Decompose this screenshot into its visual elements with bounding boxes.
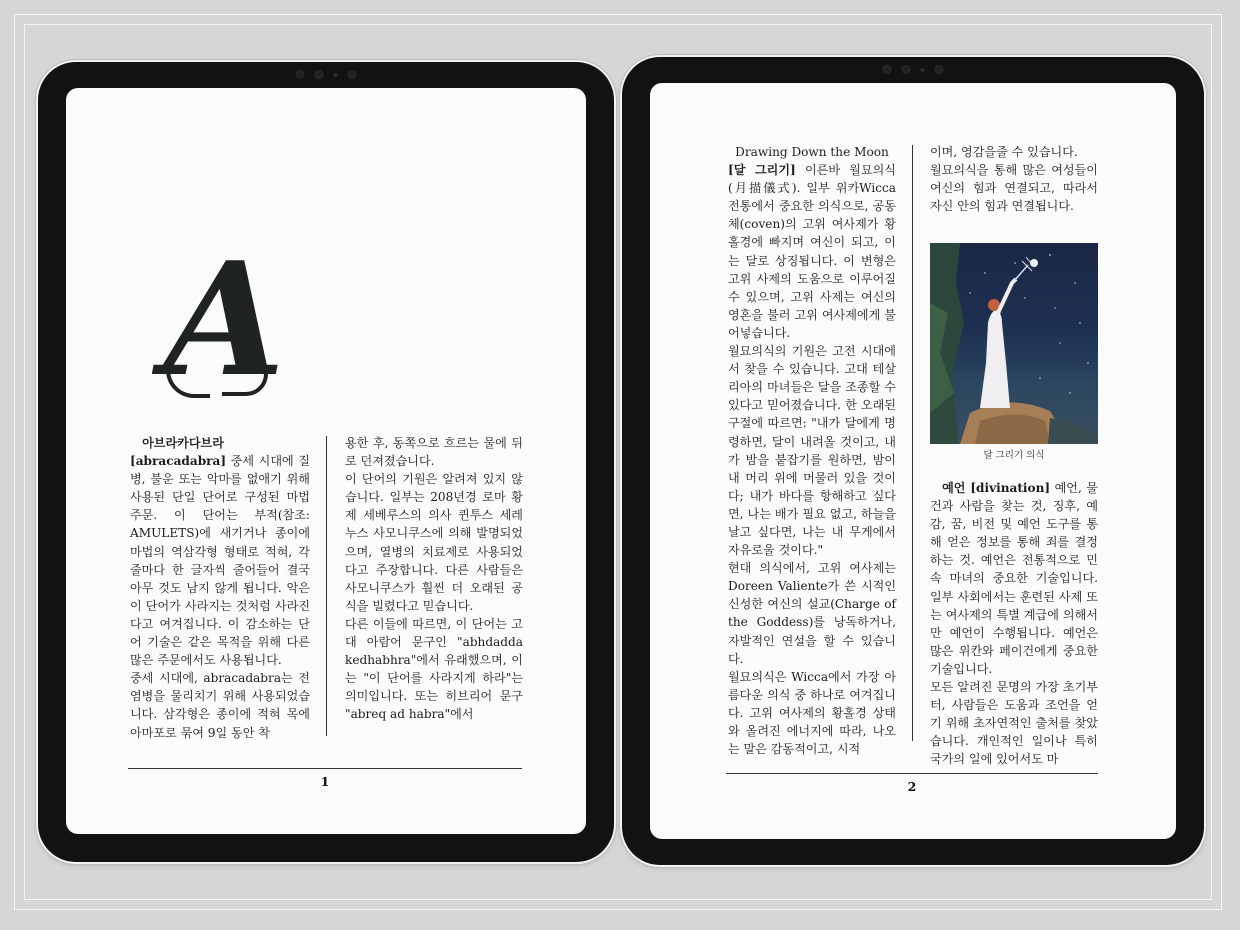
- image-caption: 달 그리기 의식: [983, 450, 1045, 461]
- column-divider: [912, 145, 913, 741]
- entry-text: 중세 시대에 질병, 불운 또는 악마를 없애기 위해 사용된 단일 단어로 구성된 마법 주문. 이 단어는 부적(참조: AMULETS)에 새기거나 종이에 마법의 역삼각형 형태로 적혀, 각 줄마다 한 글자씩 줄어들어 결국 아무 것도 남지 않게 됩니다. 악은 이 단어가 사라지는 것처럼 사라진다고 여겨집니다. 이 감소하는 단어 기술은 같은 목적을 위해 다른 많은 주문에서도 사용됩니다.: [130, 454, 310, 668]
- page-number: 1: [320, 774, 330, 789]
- entry-paragraph: [130, 434, 310, 669]
- paragraph: 이며, 영감을줄 수 있습니다.: [930, 145, 1078, 159]
- paragraph: 월묘의식은 Wicca에서 가장 아름다운 의식 중 하나로 여겨집니다. 고위 여사제의 황홀경 상태와 올려진 에너지에 따라, 나오는 말은 감동적이고, 시적: [728, 669, 896, 757]
- page-1-right-column: [345, 434, 523, 724]
- entry-title: Drawing Down the Moon: [735, 145, 889, 159]
- paragraph: 모든 알려진 문명의 가장 초기부터, 사람들은 도움과 조언을 얻기 위해 초자연적인 출처를 찾았습니다. 개인적인 일이나 특히 국가의 일에 있어서도 마: [930, 680, 1098, 767]
- sensor-icon: [315, 70, 324, 79]
- paragraph: 이 단어의 기원은 알려져 있지 않습니다. 일부는 208년경 로마 황제 세베루스의 의사 퀸투스 세레누스 사모니쿠스에 의해 발명되었으며, 열병의 치료제로 사용되었다고 주장합니다. 다른 사람들은 사모니쿠스가 훨씬 더 오래된 공식을 빌렸다고 믿습니다.: [345, 472, 523, 613]
- entry-term: 아브라카다브라 [abracadabra]: [130, 436, 227, 469]
- footer-rule: [128, 768, 522, 769]
- sensor-small-icon: [334, 73, 338, 77]
- camera-icon: [296, 70, 305, 79]
- entry-paragraph: [930, 479, 1098, 678]
- page-number: 2: [907, 779, 917, 794]
- paragraph: 용한 후, 동쪽으로 흐르는 물에 뒤로 던져졌습니다.: [345, 436, 523, 469]
- column-divider: [326, 436, 327, 736]
- camera-bar: [296, 70, 357, 79]
- tablet-left: [38, 62, 614, 862]
- entry-term: [달 그리기]: [728, 163, 796, 178]
- paragraph: 다른 이들에 따르면, 이 단어는 고대 아람어 문구인 "abhdadda kedhabhra"에서 유래했으며, 이는 "이 단어를 사라지게 하라"는 의미입니다. 또는 히브리어 문구 "abreq ad habra"에서: [345, 616, 523, 722]
- paragraph: 월묘의식의 기원은 고전 시대에서 찾을 수 있습니다. 고대 테살리아의 마녀들은 달을 조종할 수 있다고 믿어졌습니다. 한 오래된 구절에 따르면: "내가 달에게 명령하면, 달이 내려올 것이고, 내가 밤을 붙잡기를 원하면, 밤이 내 머리 위에 머물러 있을 것이다; 내가 바다를 항해하고 싶다면, 나는 배가 필요 없고, 하늘을 날고 싶다면, 나는 내 무게에서 자유로울 것이다.": [728, 344, 896, 558]
- footer-rule: [726, 773, 1098, 774]
- drop-cap-text: A: [164, 228, 286, 411]
- tablet-right: [622, 57, 1204, 865]
- entry-text: 이른바 월묘의식(月描儀式). 일부 위카Wicca 전통에서 중요한 의식으로, 공동체(coven)의 고위 여사제가 황홀경에 빠지며 여신이 되고, 이는 달로 상징됩니다. 이 변형은 고위 사제의 도움으로 이루어질 수 있으며, 고위 사제는 여신의 영혼을 불러 고위 여사제에게 불어넣습니다.: [728, 163, 896, 340]
- page-1-screen[interactable]: [66, 88, 586, 834]
- camera-bar: [883, 65, 944, 74]
- entry-text: 예언, 물건과 사람을 찾는 것, 징후, 예감, 꿈, 비전 및 예언 도구를 통해 얻은 정보를 통해 죄를 결정하는 것. 예언은 전통적으로 민속 마녀의 중요한 기술입니다. 일부 사회에서는 훈련된 사제 또는 여사제의 특별 계급에 의해서만 예언이 수행됩니다. 예언은 많은 위칸와 페이건에게 중요한 기술입니다.: [930, 481, 1098, 676]
- sensor-icon: [935, 65, 944, 74]
- entry-term: 예언 [divination]: [942, 481, 1051, 495]
- sensor-icon: [348, 70, 357, 79]
- page-2-right-column-bottom: [930, 479, 1098, 769]
- entry-paragraph: [130, 669, 310, 741]
- paragraph: 월묘의식을 통해 많은 여성들이 여신의 힘과 연결되고, 따라서 자신 안의 힘과 연결됩니다.: [930, 163, 1098, 214]
- illustration-art: [930, 243, 1098, 444]
- camera-icon: [883, 65, 892, 74]
- entry-text: 중세 시대에, abracadabra는 전염병을 물리치기 위해 사용되었습니다. 삼각형은 종이에 적혀 목에 아마포로 묶여 9일 동안 착: [130, 671, 310, 740]
- entry-paragraph: [728, 161, 896, 342]
- sensor-icon: [902, 65, 911, 74]
- paragraph: 현대 의식에서, 고위 여사제는 Doreen Valiente가 쓴 시적인 신성한 여신의 설교(Charge of the Goddess)를 낭독하거나, 자발적인 연설을 할 수 있습니다.: [728, 561, 896, 666]
- page-1-left-column: [130, 434, 310, 742]
- page-2-left-column: [728, 143, 896, 758]
- moon-ritual-illustration: [930, 243, 1098, 444]
- page-2-right-column-top: [930, 143, 1098, 215]
- page-2-screen[interactable]: [650, 83, 1176, 839]
- sensor-small-icon: [921, 68, 925, 72]
- drop-cap-letter: [164, 228, 286, 411]
